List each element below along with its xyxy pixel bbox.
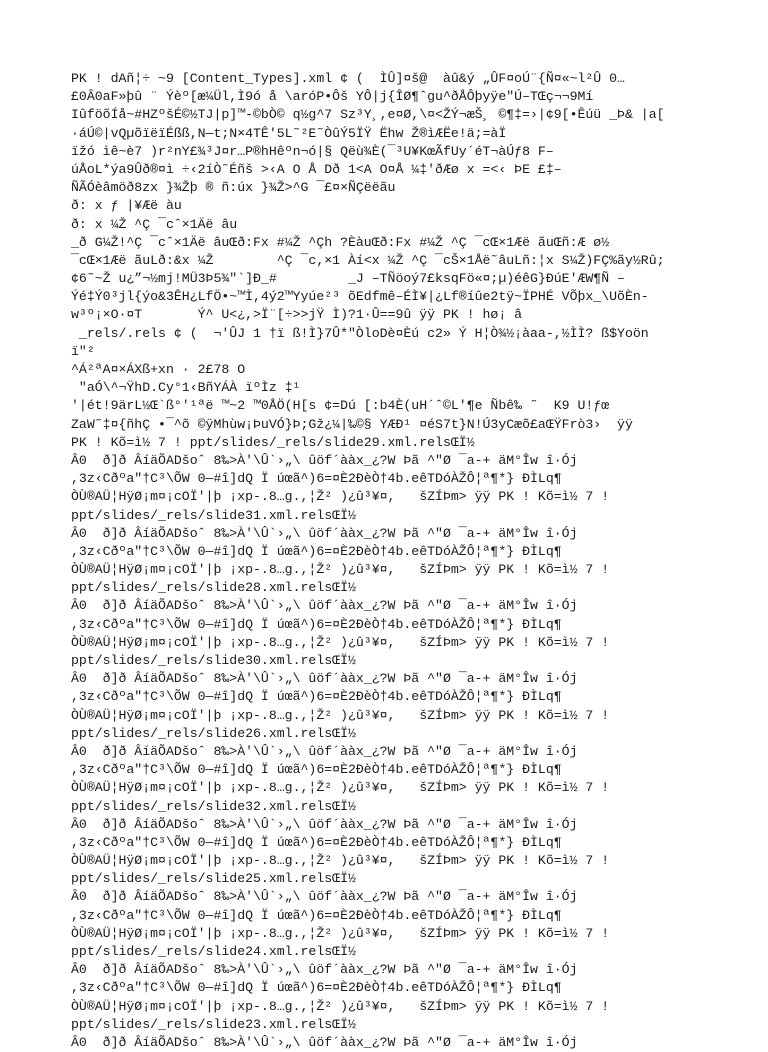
text-line: ppt/slides/_rels/slide31.xml.relsŒÏ½ (71, 507, 356, 523)
text-line: PK ! Kõ=ì½ 7 ! ppt/slides/_rels/slide29.xml.relsŒÏ½ (71, 434, 475, 450)
text-line: ^Á²ªA¤×ÁXß+xn · 2£78 O (71, 362, 246, 377)
text-line: ppt/slides/_rels/slide25.xml.relsŒÏ½ (71, 871, 356, 887)
text-line: ïžó ìê~è7 )r²nY£¾³J¤r…P®hHêºn¬ó|§ Qëù¾È(¯³U¥KœÃfUy´éT¬àÚƒ8 F– (71, 143, 554, 159)
text-line: Â0 ð]ð ÂíäÕADšoˆ 8‰>À'\Û`›„\ ûöf´ààx_¿?W Þã ^"Ø ¯a-+ äM°Îw î·Ój (71, 671, 578, 687)
text-line: PK ! dAñ¦÷ ~9 [Content_Types].xml ¢ ( ÌÛ]¤š@ àû&ý „ÛF¤oÚ¨{Ñ¤«~l²Û 0… (71, 71, 625, 86)
text-line: ð: x ¼Ž ^Ç ¯cˆ×1Äë âu (71, 216, 238, 232)
text-line: ,3z‹Cðºa"†C³\ÕW 0—#î]dQ Ï úœã^)6=¤È2ÐèÒ†4b.eêTDóÀŽÔ¦ª¶*} ÐÌLq¶ (71, 616, 562, 632)
text-line: ¢6˜~Ž u¿”¬½mj!MÜ3Þ5¾"`]Ð_# _J –TÑöoý7£ksqFö«¤;µ)éêG}ÐúE'ÆW¶Ñ – (71, 271, 625, 287)
text-line: Â0 ð]ð ÂíäÕADšoˆ 8‰>À'\Û`›„\ ûöf´ààx_¿?W Þã ^"Ø ¯a-+ äM°Îw î·Ój (71, 525, 578, 541)
text-line: _ð G¼Ž!^Ç ¯cˆ×1Äë âuŒð:Fx #¼Ž ^Çh ?ÈàuŒð:Fx #¼Ž ^Ç ¯cŒ×1Æë ãuŒñ:Æ ø½ (71, 234, 610, 250)
text-line: '|ét!9ärL½Œ`ß°'¹ªë ™~2 ™0ÅÖ(H[s ¢=Dú [:b4È(uH´ˆ©L'¶e Ñbê‰ ˜ K9 U!ƒœ (71, 398, 610, 414)
text-line: ppt/slides/_rels/slide26.xml.relsŒÏ½ (71, 725, 356, 741)
text-line: Â0 ð]ð ÂíäÕADšoˆ 8‰>À'\Û`›„\ ûöf´ààx_¿?W Þã ^"Ø ¯a-+ äM°Îw î·Ój (71, 1034, 578, 1050)
text-line: ÒÙ®AÜ¦HÿØ¡m¤¡cOÏ'|þ ¡xp-.8…g.,¦Ž² )¿û³¥¤, šZÍÞm> ÿÿ PK ! Kõ=ì½ 7 ! (71, 853, 610, 869)
text-line: ï"² (71, 343, 95, 359)
text-line: ¯cŒ×1Æë ãuLð:&x ¼Ž ^Ç ¯c,×1 Àí<x ¼Ž ^Ç ¯cŠ×1Åë˜âuLñ:¦x S¼Ž)FÇ%ãy½Rû; (71, 252, 665, 268)
text-line: ÒÙ®AÜ¦HÿØ¡m¤¡cOÏ'|þ ¡xp-.8…g.,¦Ž² )¿û³¥¤, šZÍÞm> ÿÿ PK ! Kõ=ì½ 7 ! (71, 489, 610, 505)
text-line: Â0 ð]ð ÂíäÕADšoˆ 8‰>À'\Û`›„\ ûöf´ààx_¿?W Þã ^"Ø ¯a-+ äM°Îw î·Ój (71, 598, 578, 614)
text-line: Â0 ð]ð ÂíäÕADšoˆ 8‰>À'\Û`›„\ ûöf´ààx_¿?W Þã ^"Ø ¯a-+ äM°Îw î·Ój (71, 889, 578, 905)
text-line: ÒÙ®AÜ¦HÿØ¡m¤¡cOÏ'|þ ¡xp-.8…g.,¦Ž² )¿û³¥¤, šZÍÞm> ÿÿ PK ! Kõ=ì½ 7 ! (71, 634, 610, 650)
text-line: Ýé‡Ý0³jl{ýo&3ÊH¿LfÖ•~™Ì,4ý2™Yyúe²³ õEdfmê–ÉÌ¥|¿Lf®íûe2tÿ~ÏPHÉ VÕþx_\UõÈn- (71, 289, 649, 305)
text-line: ÒÙ®AÜ¦HÿØ¡m¤¡cOÏ'|þ ¡xp-.8…g.,¦Ž² )¿û³¥¤, šZÍÞm> ÿÿ PK ! Kõ=ì½ 7 ! (71, 707, 610, 723)
text-line: ,3z‹Cðºa"†C³\ÕW 0—#î]dQ Ï úœã^)6=¤È2ÐèÒ†4b.eêTDóÀŽÔ¦ª¶*} ÐÌLq¶ (71, 907, 562, 923)
text-line: ,3z‹Cðºa"†C³\ÕW 0—#î]dQ Ï úœã^)6=¤È2ÐèÒ†4b.eêTDóÀŽÔ¦ª¶*} ÐÌLq¶ (71, 543, 562, 559)
text-line: ,3z‹Cðºa"†C³\ÕW 0—#î]dQ Ï úœã^)6=¤È2ÐèÒ†4b.eêTDóÀŽÔ¦ª¶*} ÐÌLq¶ (71, 762, 562, 778)
text-line: ,3z‹Cðºa"†C³\ÕW 0—#î]dQ Ï úœã^)6=¤È2ÐèÒ†4b.eêTDóÀŽÔ¦ª¶*} ÐÌLq¶ (71, 980, 562, 996)
text-line: Â0 ð]ð ÂíäÕADšoˆ 8‰>À'\Û`›„\ ûöf´ààx_¿?W Þã ^"Ø ¯a-+ äM°Îw î·Ój (71, 743, 578, 759)
text-line: ,3z‹Cðºa"†C³\ÕW 0—#î]dQ Ï úœã^)6=¤È2ÐèÒ†4b.eêTDóÀŽÔ¦ª¶*} ÐÌLq¶ (71, 834, 562, 850)
text-line: ppt/slides/_rels/slide32.xml.relsŒÏ½ (71, 798, 356, 814)
text-line: _rels/.rels ¢ ( ¬'ÛJ 1 †ï ß!Ì}7Û*"ÒloDè¤Èú c2» Ý H¦Ò¾½¡àaa-,½ÌÌ? ß$Yoön (71, 325, 649, 341)
text-line: ,3z‹Cðºa"†C³\ÕW 0—#î]dQ Ï úœã^)6=¤È2ÐèÒ†4b.eêTDóÀŽÔ¦ª¶*} ÐÌLq¶ (71, 471, 562, 487)
text-line: úÅoL*ýa9Ûð®¤ì ÷‹2íÒ˜Éñš >‹A O Å Dð 1<A O¤Å ¼‡'ðÆø x =<‹ ÞE £‡– (71, 161, 562, 177)
text-line: ÒÙ®AÜ¦HÿØ¡m¤¡cOÏ'|þ ¡xp-.8…g.,¦Ž² )¿û³¥¤, šZÍÞm> ÿÿ PK ! Kõ=ì½ 7 ! (71, 925, 610, 941)
text-line: ð: x ƒ |¥Æë àu (71, 198, 182, 214)
text-line: ÒÙ®AÜ¦HÿØ¡m¤¡cOÏ'|þ ¡xp-.8…g.,¦Ž² )¿û³¥¤, šZÍÞm> ÿÿ PK ! Kõ=ì½ 7 ! (71, 780, 610, 796)
text-line: ÒÙ®AÜ¦HÿØ¡m¤¡cOÏ'|þ ¡xp-.8…g.,¦Ž² )¿û³¥¤, šZÍÞm> ÿÿ PK ! Kõ=ì½ 7 ! (71, 998, 610, 1014)
text-line: "aÓ\^¬ŸhD.Cy°1‹BñYÁÀ ïºÌz ‡¹ (71, 380, 301, 396)
text-line: w³º¡×O·¤T Ý^ U<¿,>Ï¨[÷>>jŸ Ì)?1·Û==9û ÿÿ PK ! hø¡ â (71, 307, 523, 323)
text-line: ·áÚ©|vQµõïëïÉßß,N—t;N×4TÊ'5L˜²E˜ÒûÝ5ÏŸ Ëhw Ž®ìÆËe!ä;=àÏ (71, 125, 507, 141)
text-line: IûföõÍå~#HZºšÉ©½TJ|p]™-©bÒ© q½g^7 Sz³Y¸,e¤Ø,\¤<ŽÝ¬æŠ¸ ©¶‡=›|¢9[•Êúü _Þ& |a[ (71, 107, 665, 123)
text-line: Â0 ð]ð ÂíäÕADšoˆ 8‰>À'\Û`›„\ ûöf´ààx_¿?W Þã ^"Ø ¯a-+ äM°Îw î·Ój (71, 452, 578, 468)
text-line: ,3z‹Cðºa"†C³\ÕW 0—#î]dQ Ï úœã^)6=¤È2ÐèÒ†4b.eêTDóÀŽÔ¦ª¶*} ÐÌLq¶ (71, 689, 562, 705)
text-line: £0Â0aF»þû ¨ Ýèº[æ¼Ül,Ì9ó å \aróP•Ôš YÔ|j{ÎØ¶ˆgu^ðÅÔþyÿe"Ú–TŒç¬¬9Mí (71, 89, 594, 105)
text-line: ppt/slides/_rels/slide28.xml.relsŒÏ½ (71, 580, 356, 596)
text-line: ÒÙ®AÜ¦HÿØ¡m¤¡cOÏ'|þ ¡xp-.8…g.,¦Ž² )¿û³¥¤, šZÍÞm> ÿÿ PK ! Kõ=ì½ 7 ! (71, 562, 610, 578)
text-line: ppt/slides/_rels/slide23.xml.relsŒÏ½ (71, 1016, 356, 1032)
text-line: ZaW˜‡¤{ñhÇ •¯^õ ©ÿMhùw¡ÞuVÓ}Þ;Gž¿¼|‰©§ YÆÐ¹ ¤éS7t}N!Ú3yCæõ£aŒŸFrò3› ÿÿ (71, 416, 633, 432)
text-line: Â0 ð]ð ÂíäÕADšoˆ 8‰>À'\Û`›„\ ûöf´ààx_¿?W Þã ^"Ø ¯a-+ äM°Îw î·Ój (71, 962, 578, 978)
text-line: ppt/slides/_rels/slide24.xml.relsŒÏ½ (71, 944, 356, 959)
text-line: Â0 ð]ð ÂíäÕADšoˆ 8‰>À'\Û`›„\ ûöf´ààx_¿?W Þã ^"Ø ¯a-+ äM°Îw î·Ój (71, 816, 578, 832)
text-line: ppt/slides/_rels/slide30.xml.relsŒÏ½ (71, 653, 356, 668)
text-line: ÑÃÓèâmöð8zx }¾Žþ ® ñ:úx }¾Ž>^G ¯£¤×ÑÇëëãu (71, 180, 396, 196)
